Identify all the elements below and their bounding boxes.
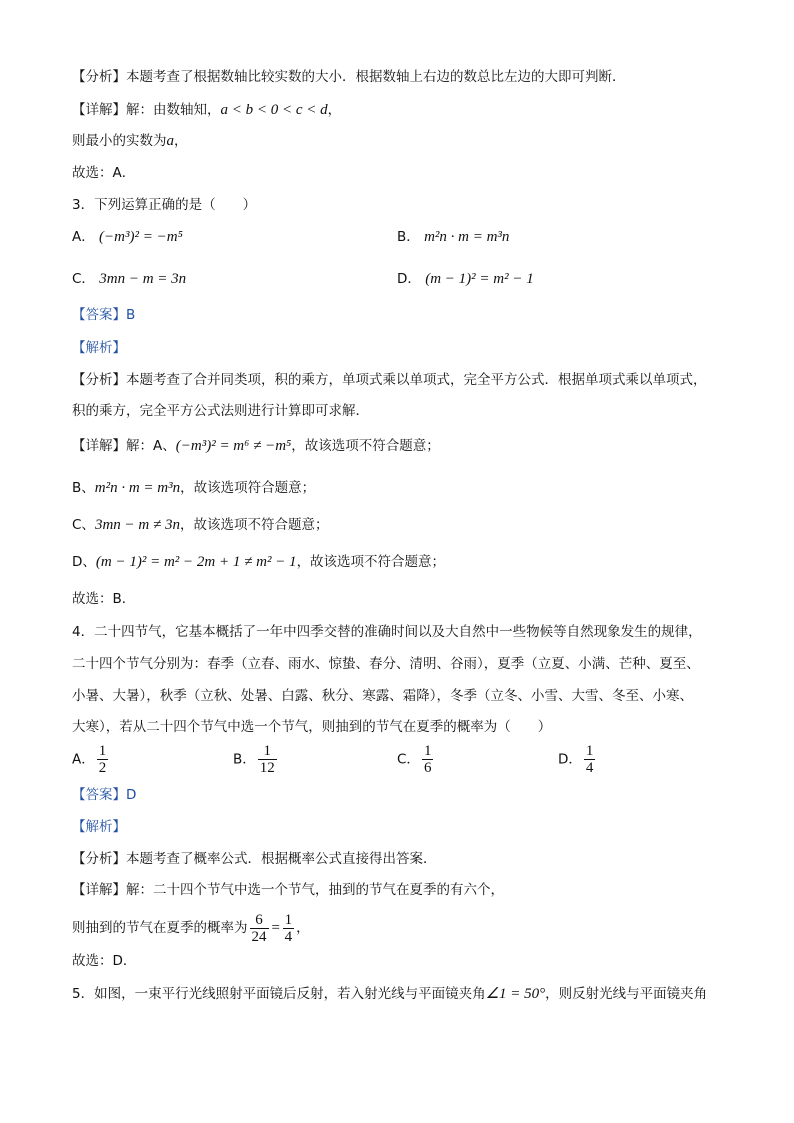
text-line — [72, 131, 188, 151]
text: ，故该选项不符合题意； — [291, 438, 440, 454]
math-expression: (m − 1)² = m² − 1 — [425, 271, 534, 287]
text: ，则反射光线与平面镜夹角 — [545, 986, 708, 1002]
q4-option-d — [558, 743, 597, 776]
fraction — [250, 912, 269, 945]
answer-label: 【答案】D — [72, 787, 137, 803]
q3-option-b — [397, 226, 509, 248]
option-label: B． — [397, 229, 420, 245]
option-label: D． — [397, 271, 421, 287]
detail-line — [72, 552, 445, 572]
text: ， — [296, 920, 310, 936]
numerator: 1 — [284, 911, 293, 928]
detail-line: 【详解】解：二十四个节气中选一个节气，抽到的节气在夏季的有六个， — [72, 882, 504, 898]
text: ，故该选项不符合题意； — [296, 554, 446, 570]
math-expression: 3mn − m = 3n — [99, 271, 187, 287]
q4-option-c — [397, 743, 435, 776]
denominator: 2 — [98, 760, 107, 776]
question-5-stem — [72, 984, 707, 1004]
fraction — [97, 743, 109, 776]
text: ， — [174, 133, 188, 149]
q4-option-b — [233, 743, 279, 776]
analysis-line: 【分析】本题考查了合并同类项，积的乘方，单项式乘以单项式，完全平方公式．根据单项式乘以单项式， — [72, 372, 707, 388]
question-4-stem: 二十四个节气分别为：春季（立春、雨水、惊蛰、春分、清明、谷雨），夏季（立夏、小满、芒种、夏至、 — [72, 656, 700, 672]
analysis-line: 【分析】本题考查了根据数轴比较实数的大小．根据数轴上右边的数总比左边的大即可判断． — [72, 69, 626, 85]
option-label: B． — [233, 751, 256, 768]
text: D、 — [72, 554, 96, 570]
jiexi-label: 【解析】 — [72, 819, 126, 835]
detail-line — [72, 515, 328, 535]
text: C、 — [72, 517, 95, 533]
math-expression: a < b < 0 < c < d — [220, 102, 328, 118]
fraction — [258, 743, 277, 776]
detail-line — [72, 478, 315, 498]
choose-line: 故选：A． — [72, 165, 136, 181]
math-expression: m²n · m = m³n — [94, 480, 181, 496]
analysis-line: 积的乘方，完全平方公式法则进行计算即可求解． — [72, 403, 369, 419]
question-4-stem: 大寒），若从二十四个节气中选一个节气，则抽到的节气在夏季的概率为（ ） — [72, 719, 552, 735]
question-4-stem: 小暑、大暑），秋季（立秋、处暑、白露、秋分、寒露、霜降），冬季（立冬、小雪、大雪、冬至、小寒、 — [72, 688, 693, 704]
numerator: 1 — [98, 743, 107, 759]
math-expression: (−m³)² = −m⁵ — [99, 229, 183, 245]
detail-line — [72, 100, 341, 120]
text: 则最小的实数为 — [72, 133, 167, 149]
q4-option-a — [72, 743, 110, 776]
denominator: 4 — [284, 928, 293, 945]
option-label: C． — [72, 271, 95, 287]
math-expression: (−m³)² = m⁶ ≠ −m⁵ — [175, 438, 292, 454]
numerator: 1 — [585, 743, 594, 759]
q3-option-a — [72, 226, 183, 248]
answer-label: 【答案】B — [72, 307, 136, 323]
option-label: A． — [72, 751, 95, 768]
text: ，故该选项符合题意； — [180, 480, 316, 496]
text: 【详解】解：A、 — [72, 438, 176, 454]
text: ，故该选项不符合题意； — [179, 517, 329, 533]
numerator: 1 — [263, 743, 272, 759]
jiexi-label: 【解析】 — [72, 340, 126, 356]
fraction — [584, 743, 596, 776]
option-label: A． — [72, 229, 95, 245]
denominator: 12 — [259, 760, 275, 776]
choose-line: 故选：B． — [72, 591, 136, 607]
equals-sign: = — [270, 920, 281, 936]
math-expression: (m − 1)² = m² − 2m + 1 ≠ m² − 1 — [95, 554, 297, 570]
text: 5．如图，一束平行光线照射平面镜后反射，若入射光线与平面镜夹角 — [72, 986, 486, 1002]
numerator: 6 — [255, 911, 263, 928]
math-expression: a — [166, 133, 174, 149]
numerator: 1 — [423, 743, 432, 759]
math-expression: m²n · m = m³n — [424, 229, 510, 245]
option-label: C． — [397, 751, 420, 768]
math-expression: ∠1 = 50° — [485, 986, 546, 1002]
analysis-line: 【分析】本题考查了概率公式．根据概率公式直接得出答案． — [72, 851, 437, 867]
fraction — [283, 912, 295, 945]
denominator: 4 — [585, 760, 594, 776]
math-expression: 3mn − m ≠ 3n — [94, 517, 180, 533]
text: 【详解】解：由数轴知， — [72, 102, 221, 118]
detail-line — [72, 436, 440, 456]
text: ， — [327, 102, 342, 118]
q3-option-c — [72, 268, 186, 290]
text: B、 — [72, 480, 95, 496]
question-4-stem: 4．二十四节气，它基本概括了一年中四季交替的准确时间以及大自然中一些物候等自然现象发生的规律， — [72, 624, 702, 640]
q3-option-d — [397, 268, 534, 290]
option-label: D． — [558, 751, 582, 768]
fraction — [422, 743, 434, 776]
question-3-stem: 3．下列运算正确的是（ ） — [72, 197, 257, 213]
choose-line: 故选：D． — [72, 953, 137, 969]
probability-line — [72, 908, 310, 948]
denominator: 6 — [423, 760, 432, 776]
text: 则抽到的节气在夏季的概率为 — [72, 920, 248, 936]
denominator: 24 — [251, 928, 267, 945]
